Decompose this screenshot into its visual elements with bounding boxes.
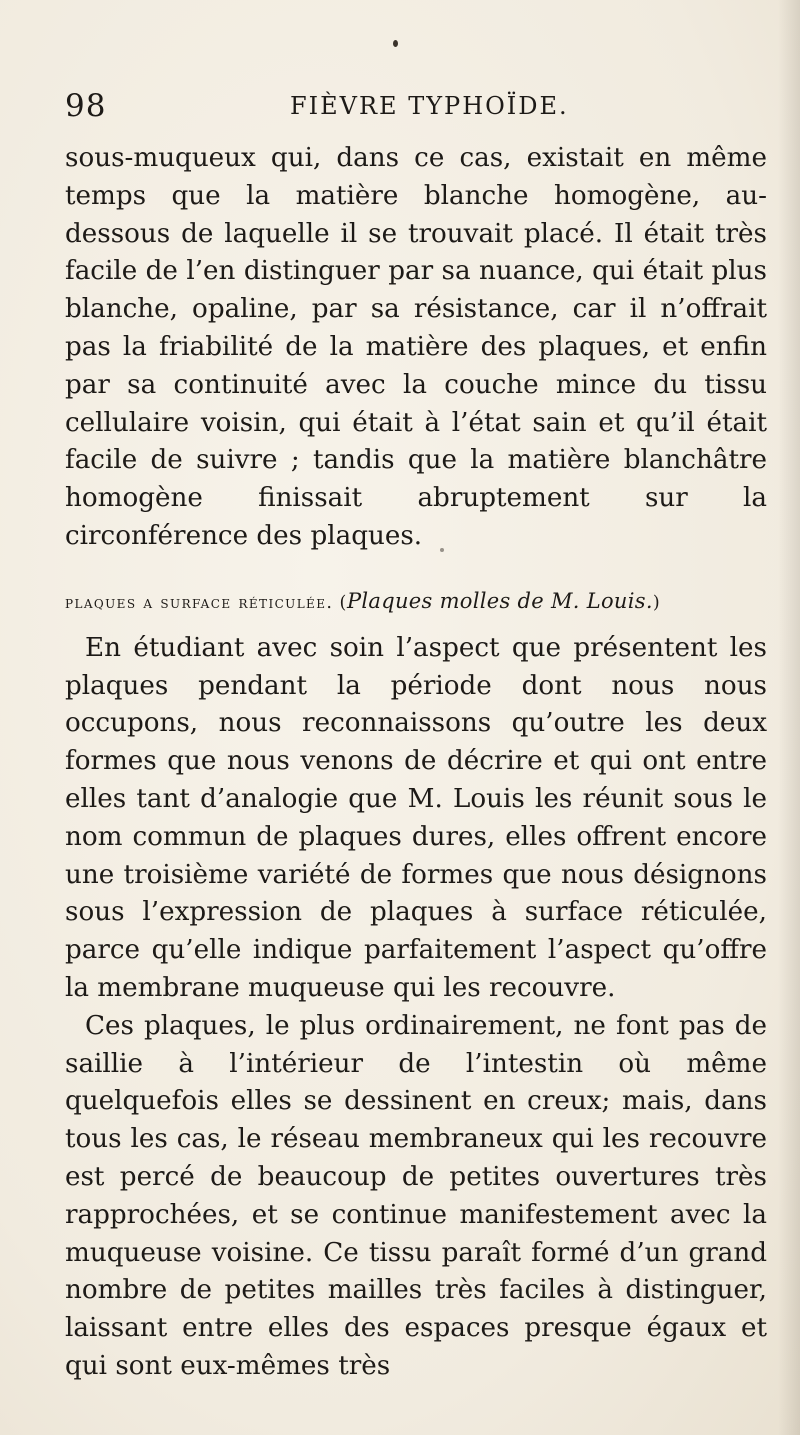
page-edge-shadow: [778, 0, 800, 1435]
running-title: FIÈVRE TYPHOÏDE.: [290, 92, 569, 120]
section-heading: [65, 586, 767, 618]
page-number: 98: [65, 88, 107, 124]
ink-speck: [393, 40, 398, 47]
paragraph: sous-muqueux qui, dans ce cas, existait en même temps que la matière blanche homogène, au-dessous de laquelle il se trouvait placé. Il était très facile de l’en distinguer par sa nuance, qui était plus blanche, opaline, par sa résistance, car il n’offrait pas la friabilité de la matière des plaques, et enfin par sa continuité avec la couche mince du tissu cellulaire voisin, qui était à l’état sain et qu’il était facile de suivre ; tandis que la matière blanchâtre homogène finissait abruptement sur la circonférence des plaques.: [65, 143, 767, 551]
body-text: [65, 140, 767, 1386]
paragraph: Ces plaques, le plus ordinairement, ne font pas de saillie à l’intérieur de l’intestin où même quelquefois elles se dessinent en creux; mais, dans tous les cas, le réseau membraneux qui les recouvre est percé de beaucoup de petites ouvertures très rapprochées, et se continue manifestement avec la muqueuse voisine. Ce tissu paraît formé d’un grand nombre de petites mailles très faciles à distinguer, laissant entre elles des espaces presque égaux et qui sont eux-mêmes très: [65, 1010, 767, 1381]
section-heading-italic: Plaques molles de M. Louis.: [346, 588, 653, 613]
section-heading-close-paren: ): [652, 592, 661, 613]
page-header: [65, 88, 765, 128]
section-heading-caps: plaques a surface réticulée.: [65, 592, 334, 613]
paragraph: En étudiant avec soin l’aspect que présentent les plaques pendant la période dont nous nous occupons, nous reconnaissons qu’outre les deux formes que nous venons de décrire et qui ont entre elles tant d’analogie que M. Louis les réunit sous le nom commun de plaques dures, elles offrent encore une troisième variété de formes que nous désignons sous l’expression de plaques à surface réticulée, parce qu’elle indique parfaitement l’aspect qu’offre la membrane muqueuse qui les recouvre.: [65, 632, 767, 1003]
section-heading-open-paren: (: [339, 592, 347, 613]
